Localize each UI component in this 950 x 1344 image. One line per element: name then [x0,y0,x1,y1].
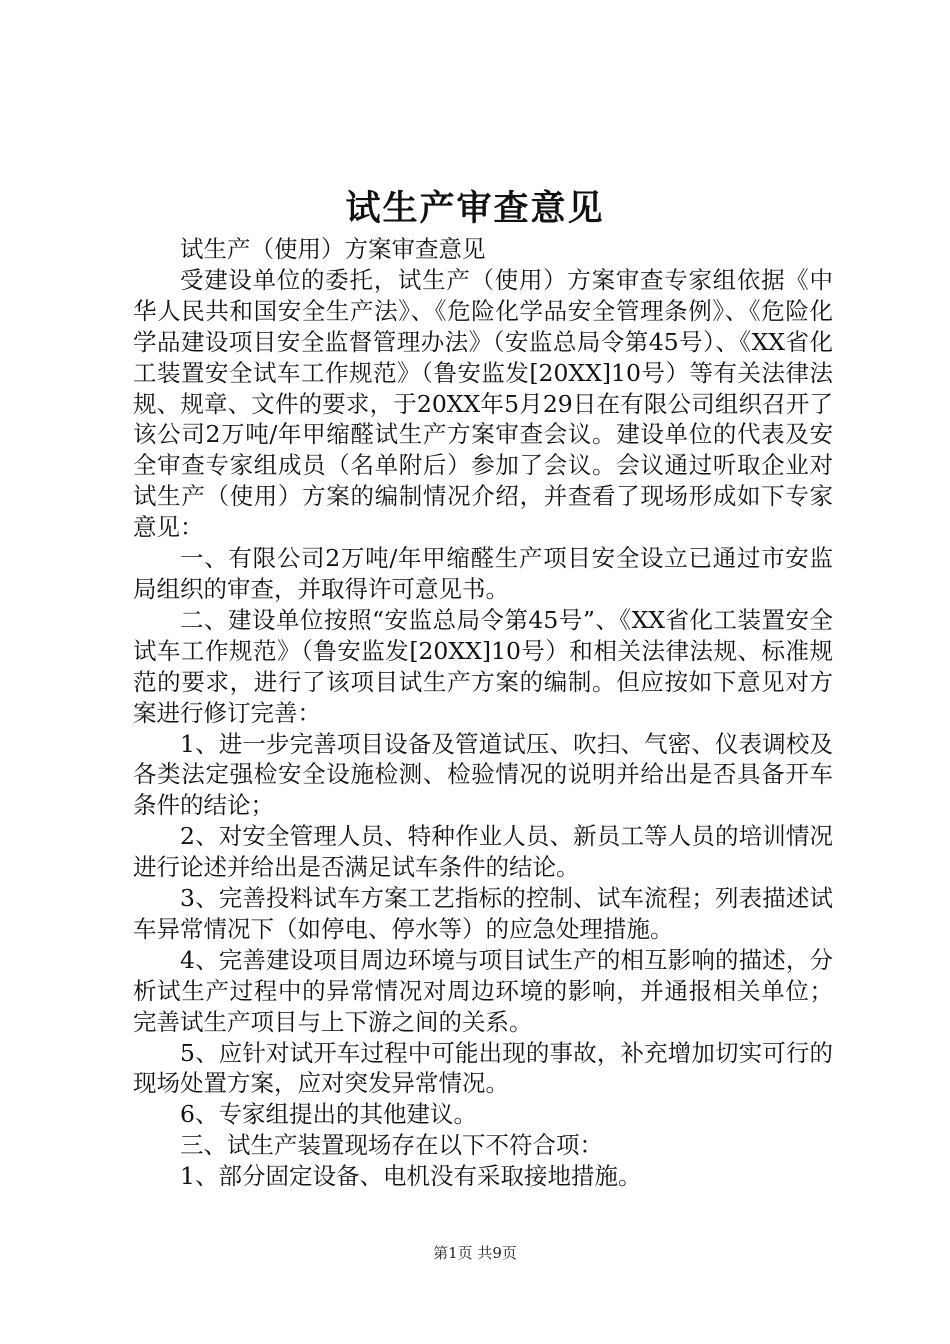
paragraph: 受建设单位的委托，试生产（使用）方案审查专家组依据《中华人民共和国安全生产法》、《危险化学品安全管理条例》、《危险化学品建设项目安全监督管理办法》（安监总局令第45号）、《XX省化工装置安全试车工作规范》（鲁安监发[20XX]10号）等有关法律法规、规章、文件的要求，于20XX年5月29日在有限公司组织召开了该公司2万吨/年甲缩醛试生产方案审查会议。建设单位的代表及安全审查专家组成员（名单附后）参加了会议。会议通过听取企业对试生产（使用）方案的编制情况介绍，并查看了现场形成如下专家意见： [133,265,833,542]
paragraph: 一、有限公司2万吨/年甲缩醛生产项目安全设立已通过市安监局组织的审查，并取得许可意见书。 [133,544,833,603]
paragraph: 2、对安全管理人员、特种作业人员、新员工等人员的培训情况进行论述并给出是否满足试车条件的结论。 [133,822,833,882]
paragraph: 二、建设单位按照“安监总局令第45号”、《XX省化工装置安全试车工作规范》（鲁安监发[20XX]10号）和相关法律法规、标准规范的要求，进行了该项目试生产方案的编制。但应按如下意见对方案进行修订完善： [133,605,833,727]
paragraph: 1、进一步完善项目设备及管道试压、吹扫、气密、仪表调校及各类法定强检安全设施检测、检验情况的说明并给出是否具备开车条件的结论； [133,729,833,820]
paragraph: 5、应针对试开车过程中可能出现的事故，补充增加切实可行的现场处置方案，应对突发异常情况。 [133,1038,833,1098]
paragraph: 1、部分固定设备、电机没有采取接地措施。 [180,1162,642,1191]
paragraph: 6、专家组提出的其他建议。 [180,1100,477,1129]
document-body [133,234,833,1192]
page-footer: 第1页 共9页 [433,1244,517,1262]
paragraph: 3、完善投料试车方案工艺指标的控制、试车流程；列表描述试车异常情况下（如停电、停水等）的应急处理措施。 [133,884,833,943]
paragraph: 4、完善建设项目周边环境与项目试生产的相互影响的描述，分析试生产过程中的异常情况对周边环境的影响，并通报相关单位；完善试生产项目与上下游之间的关系。 [133,945,833,1036]
document-title: 试生产审查意见 [345,188,605,229]
paragraph: 试生产（使用）方案审查意见 [180,235,486,263]
paragraph: 三、试生产装置现场存在以下不符合项： [180,1131,603,1160]
